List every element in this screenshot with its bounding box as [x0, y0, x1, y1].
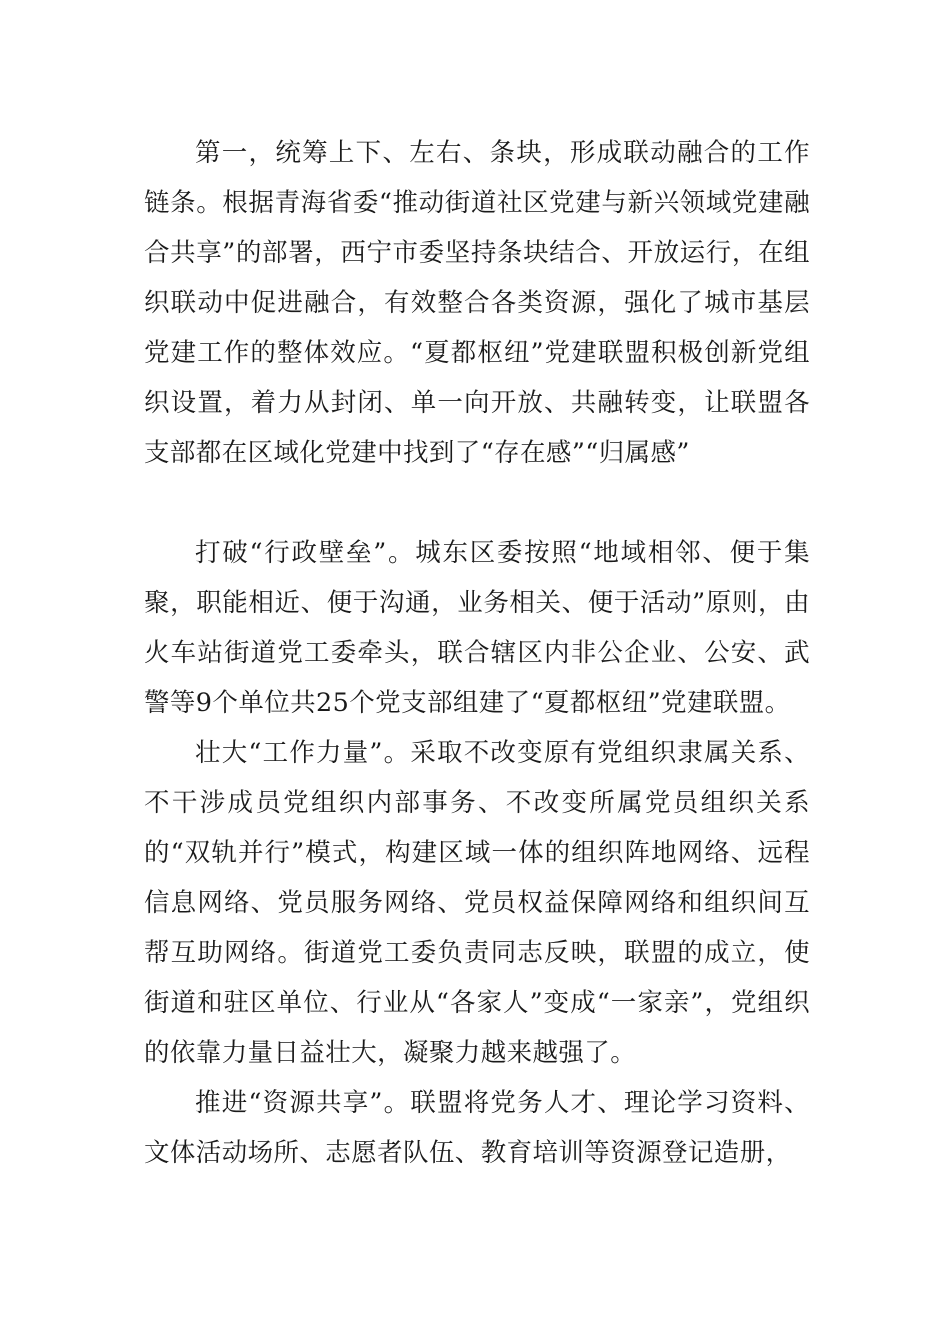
paragraph-resource-sharing: 推进“资源共享”。联盟将党务人才、理论学习资料、文体活动场所、志愿者队伍、教育培训等资源登记造册， — [144, 1088, 810, 1168]
paragraph-gap — [144, 478, 810, 528]
paragraph-coordination: 第一，统筹上下、左右、条块，形成联动融合的工作链条。根据青海省委“推动街道社区党建与新兴领域党建融合共享”的部署，西宁市委坚持条块结合、开放运行，在组织联动中促进融合，有效整合各类资源，强化了城市基层党建工作的整体效应。“夏都枢纽”党建联盟积极创新党组织设置，着力从封闭、单一向开放、共融转变，让联盟各支部都在区域化党建中找到了“存在感”“归属感” — [144, 138, 810, 468]
paragraph-strengthen-force: 壮大“工作力量”。采取不改变原有党组织隶属关系、不干涉成员党组织内部事务、不改变所属党员组织关系的“双轨并行”模式，构建区域一体的组织阵地网络、远程信息网络、党员服务网络、党员权益保障网络和组织间互帮互助网络。街道党工委负责同志反映，联盟的成立，使街道和驻区单位、行业从“各家人”变成“一家亲”，党组织的依靠力量日益壮大，凝聚力越来越强了。 — [144, 738, 810, 1068]
document-body — [144, 128, 810, 1178]
paragraph-break-barriers: 打破“行政壁垒”。城东区委按照“地域相邻、便于集聚，职能相近、便于沟通，业务相关、便于活动”原则，由火车站街道党工委牵头，联合辖区内非公企业、公安、武警等9个单位共25个党支部组建了“夏都枢纽”党建联盟。 — [144, 538, 810, 718]
